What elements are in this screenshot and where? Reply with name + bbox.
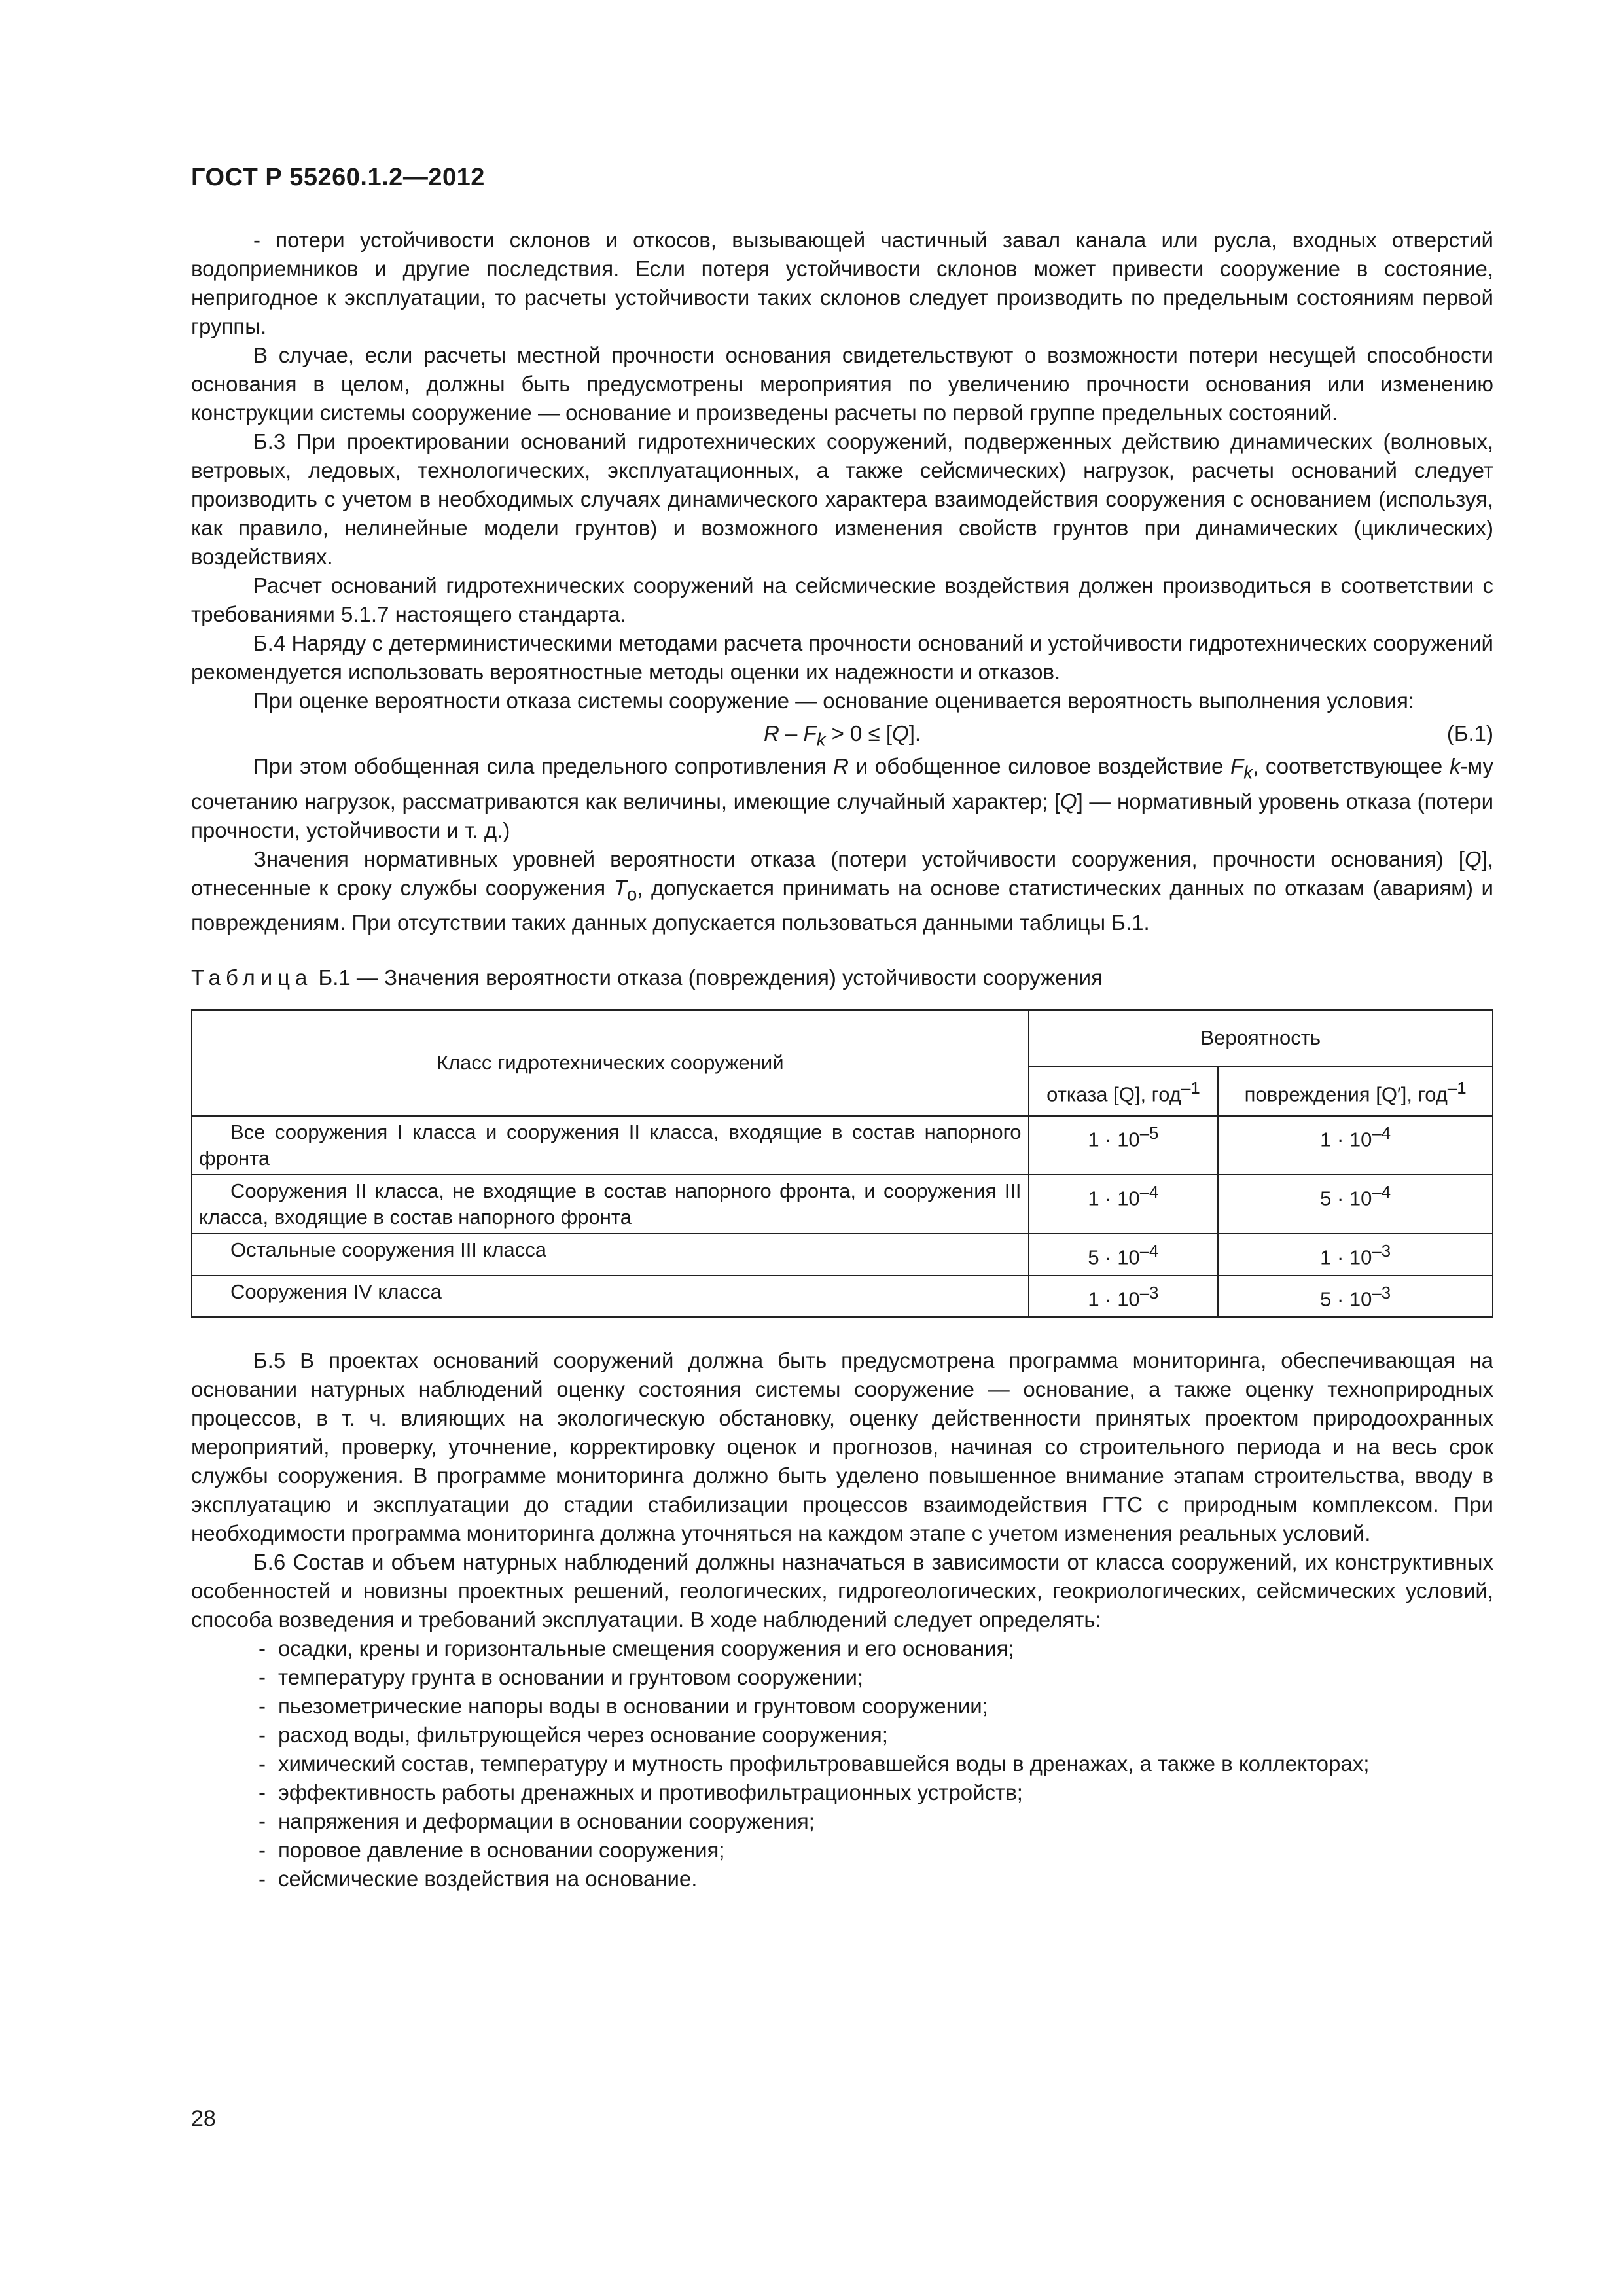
paragraph: - потери устойчивости склонов и откосов, вызывающей частичный завал канала или русла, входных отверстий водоприемников и другие последствия. Если потеря устойчивости склонов может привести сооружение в состояние, непригодное к эксплуатации, то расчеты устойчивости таких склонов следует производить по предельным состояниям первой группы. — [191, 228, 1493, 338]
formula-text: $R - F_k > 0 \le [Q]$. — [763, 721, 921, 750]
list-item: - поровое давление в основании сооружения; — [259, 1836, 1493, 1865]
damage-value: $1 \cdot 10^{-4}$ — [1218, 1116, 1493, 1175]
table-row — [192, 1234, 1493, 1275]
damage-value: $1 \cdot 10^{-3}$ — [1218, 1234, 1493, 1275]
paragraph: Б.4 Наряду с детерминистическими методами расчета прочности оснований и устойчивости гидротехнических сооружений рекомендуется использовать вероятностные методы оценки их надежности и отказов. — [191, 631, 1493, 684]
section-b5-b6 — [191, 1346, 1493, 1893]
failure-value: $1 \cdot 10^{-3}$ — [1029, 1276, 1219, 1317]
page-number: 28 — [191, 2106, 216, 2131]
header-probability: Вероятность — [1029, 1010, 1493, 1066]
header-damage: повреждения [Q′], год$^{-1}$ — [1218, 1066, 1493, 1116]
paragraph: Б.3 При проектировании оснований гидротехнических сооружений, подверженных действию динамических (волновых, ветровых, ледовых, технологических, эксплуатационных, а также сейсмических) нагрузок, расчеты оснований следует производить с учетом в необходимых случаях динамического характера взаимодействия сооружения с основанием (используя, как правило, нелинейные модели грунтов) и возможного изменения свойств грунтов при динамических (циклических) воздействиях. — [191, 429, 1493, 569]
failure-value: $5 \cdot 10^{-4}$ — [1029, 1234, 1219, 1275]
list-item: - сейсмические воздействия на основание. — [259, 1865, 1493, 1893]
paragraph: Б.5 В проектах оснований сооружений должна быть предусмотрена программа мониторинга, обеспечивающая на основании натурных наблюдений оценку состояния системы сооружение — основание, а также оценку технoприродных процессов, в т. ч. влияющих на экологическую обстановку, оценку действенности принятых проектом природоохранных мероприятий, проверку, уточнение, корректировку оценок и прогнозов, начиная со строительного периода и на весь срок службы сооружения. В программе мониторинга должно быть уделено повышенное внимание этапам строительства, вводу в эксплуатацию и эксплуатации до стадии стабилизации процессов взаимодействия ГТС с природным комплексом. При необходимости программа мониторинга должна уточняться на каждом этапе с учетом изменения реальных условий. — [191, 1348, 1493, 1545]
paragraph: Б.6 Состав и объем натурных наблюдений должны назначаться в зависимости от класса сооружений, их конструктивных особенностей и новизны проектных решений, геологических, гидрогеологических, геокриологических, сейсмических условий, способа возведения и требований эксплуатации. В ходе наблюдений следует определять: — [191, 1549, 1493, 1632]
list-item: - температуру грунта в основании и грунтовом сооружении; — [259, 1663, 1493, 1692]
formula-b1 — [191, 719, 1493, 748]
row-label: Сооружения IV класса — [192, 1276, 1029, 1317]
table-row — [192, 1116, 1493, 1175]
list-item: - осадки, крены и горизонтальные смещения сооружения и его основания; — [259, 1634, 1493, 1663]
header-failure: отказа [Q], год$^{-1}$ — [1029, 1066, 1219, 1116]
table-row — [192, 1175, 1493, 1234]
document-body — [191, 226, 1493, 1893]
list-item: - напряжения и деформации в основании сооружения; — [259, 1807, 1493, 1836]
paragraph: Значения нормативных уровней вероятности отказа (потери устойчивости сооружения, прочности основания) [Q], отнесенные к сроку службы сооружения $T_o$, допускается принимать на основе статистических данных по отказам (авариям) и повреждениям. При отсутствии таких данных допускается пользоваться данными таблицы Б.1. — [191, 846, 1493, 935]
table-caption: Таблица Б.1 — Значения вероятности отказа (повреждения) устойчивости сооружения — [191, 965, 1103, 990]
list-item: - химический состав, температуру и мутность профильтровавшейся воды в дренажах, а также в коллекторах; — [259, 1749, 1493, 1778]
row-label: Сооружения II класса, не входящие в состав напорного фронта, и сооружения III класса, входящие в состав напорного фронта — [192, 1175, 1029, 1234]
list-item: - пьезометрические напоры воды в основании и грунтовом сооружении; — [259, 1692, 1493, 1721]
paragraph: В случае, если расчеты местной прочности основания свидетельствуют о возможности потери несущей способности основания в целом, должны быть предусмотрены мероприятия по увеличению прочности основания или изменению конструкции системы сооружение — основание и произведены расчеты по первой группе предельных состояний. — [191, 343, 1493, 425]
damage-value: $5 \cdot 10^{-4}$ — [1218, 1175, 1493, 1234]
failure-value: $1 \cdot 10^{-4}$ — [1029, 1175, 1219, 1234]
list-item: - эффективность работы дренажных и противофильтрационных устройств; — [259, 1778, 1493, 1807]
document-header: ГОСТ Р 55260.1.2—2012 — [191, 164, 485, 191]
header-class: Класс гидротехнических сооружений — [192, 1010, 1029, 1116]
list-item: - расход воды, фильтрующейся через основание сооружения; — [259, 1721, 1493, 1749]
formula-number: (Б.1) — [1446, 721, 1493, 745]
paragraph: Расчет оснований гидротехнических сооружений на сейсмические воздействия должен производиться в соответствии с требованиями 5.1.7 настоящего стандарта. — [191, 573, 1493, 626]
damage-value: $5 \cdot 10^{-3}$ — [1218, 1276, 1493, 1317]
row-label: Остальные сооружения III класса — [192, 1234, 1029, 1275]
paragraph: При оценке вероятности отказа системы сооружение — основание оценивается вероятность выполнения условия: — [253, 689, 1415, 713]
row-label: Все сооружения I класса и сооружения II класса, входящие в состав напорного фронта — [192, 1116, 1029, 1175]
observation-list — [191, 1634, 1493, 1893]
table-row — [192, 1276, 1493, 1317]
probability-table — [191, 1009, 1493, 1318]
failure-value: $1 \cdot 10^{-5}$ — [1029, 1116, 1219, 1175]
paragraph: При этом обобщенная сила предельного сопротивления R и обобщенное силовое воздействие $F_k$, соответствующее k-му сочетанию нагрузок, рассматриваются как величины, имеющие случайный характер; [Q] — нормативный уровень отказа (потери прочности, устойчивости и т. д.) — [191, 754, 1493, 842]
